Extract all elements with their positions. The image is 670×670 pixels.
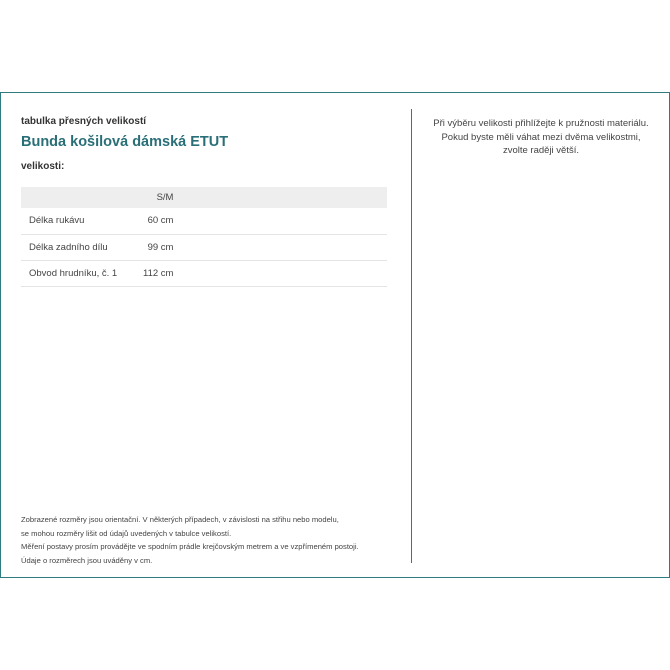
- advice-line: Pokud byste měli váhat mezi dvěma velikostmi,: [441, 131, 641, 143]
- size-chart-section: [21, 115, 387, 287]
- row-value: 112 cm: [143, 260, 173, 286]
- row-label: Délka zadního dílu: [21, 234, 143, 260]
- table-row: [21, 208, 387, 234]
- table-header-filler: [173, 187, 387, 208]
- advice-line: Při výběru velikosti přihlížejte k pružnosti materiálu.: [433, 118, 649, 129]
- advice-line: zvolte raději větší.: [502, 145, 580, 156]
- table-header-row: [21, 187, 387, 208]
- sizes-label: velikosti:: [21, 161, 65, 172]
- row-value: 99 cm: [143, 234, 173, 260]
- disclaimer-line: se mohou rozměry lišit od údajů uvedených v tabulce velikostí.: [21, 528, 232, 538]
- vertical-divider: [411, 109, 412, 563]
- chart-heading: tabulka přesných velikostí: [21, 116, 147, 127]
- table-row: [21, 234, 387, 260]
- disclaimer-line: Zobrazené rozměry jsou orientační. V některých případech, v závislosti na střihu nebo modelu,: [21, 515, 339, 524]
- row-filler: [173, 234, 387, 260]
- table-header-label: [21, 187, 143, 208]
- row-label: Obvod hrudníku, č. 1: [21, 260, 143, 286]
- product-title: Bunda košilová dámská ETUT: [21, 134, 229, 150]
- row-value: 60 cm: [143, 208, 173, 234]
- table-row: [21, 260, 387, 286]
- table-header-size: S/M: [156, 192, 174, 203]
- row-filler: [173, 208, 387, 234]
- size-chart-card: [0, 92, 670, 578]
- row-label: Délka rukávu: [21, 208, 143, 234]
- row-filler: [173, 260, 387, 286]
- disclaimer-line: Údaje o rozměrech jsou uváděny v cm.: [21, 555, 153, 565]
- disclaimer-line: Měření postavy prosím provádějte ve spodním prádle krejčovským metrem a ve vzpřímeném postoji.: [21, 542, 359, 551]
- measurement-disclaimer: [21, 513, 401, 567]
- size-advice-note: [412, 117, 670, 158]
- size-table: [21, 187, 387, 287]
